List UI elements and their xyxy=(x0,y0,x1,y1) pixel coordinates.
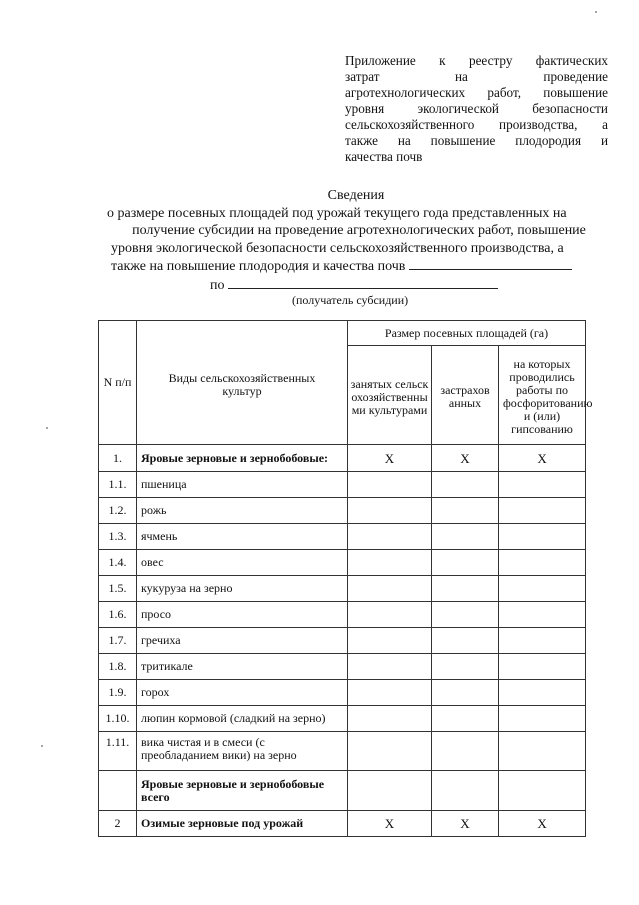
appendix-line: затрат на проведение xyxy=(345,69,608,84)
row-num: 1. xyxy=(99,445,137,472)
row-insured-cell[interactable] xyxy=(432,524,499,550)
row-crop: кукуруза на зерно xyxy=(137,576,348,602)
row-phosphorite-cell[interactable] xyxy=(499,550,586,576)
document-title: Сведения xyxy=(327,188,385,203)
row-occupied-cell[interactable] xyxy=(348,654,432,680)
table-row xyxy=(99,445,586,472)
table-row xyxy=(99,680,586,706)
row-crop: Яровые зерновые и зернобобовые: xyxy=(137,445,348,472)
appendix-line: уровня экологической безопасности xyxy=(345,101,608,116)
row-x-mark: X xyxy=(432,445,499,472)
row-occupied-cell[interactable] xyxy=(348,706,432,732)
row-crop: рожь xyxy=(137,498,348,524)
scan-speck xyxy=(595,11,597,13)
recipient-line xyxy=(210,276,498,294)
row-crop: овес xyxy=(137,550,348,576)
table-row xyxy=(99,550,586,576)
row-crop: гречиха xyxy=(137,628,348,654)
row-crop: тритикале xyxy=(137,654,348,680)
appendix-line: сельскохозяйственного производства, а xyxy=(345,117,608,132)
row-num: 1.5. xyxy=(99,576,137,602)
row-num: 1.9. xyxy=(99,680,137,706)
row-insured-cell[interactable] xyxy=(432,628,499,654)
row-insured-cell[interactable] xyxy=(432,576,499,602)
table-row xyxy=(99,524,586,550)
table-row xyxy=(99,771,586,811)
scan-speck xyxy=(41,745,43,747)
row-insured-cell[interactable] xyxy=(432,680,499,706)
appendix-line: агротехнологических работ, повышение xyxy=(345,85,608,100)
row-occupied-cell[interactable] xyxy=(348,732,432,771)
row-crop: люпин кормовой (сладкий на зерно) xyxy=(137,706,348,732)
table-row xyxy=(99,732,586,771)
header-phosphorite: на которых проводились работы по фосфоритованию и (или) гипсованию xyxy=(499,346,586,445)
row-num: 1.1. xyxy=(99,472,137,498)
table-row xyxy=(99,654,586,680)
row-crop: просо xyxy=(137,602,348,628)
row-crop: ячмень xyxy=(137,524,348,550)
recipient-underline xyxy=(228,276,498,289)
heading-line: уровня экологической безопасности сельскохозяйственного производства, а xyxy=(111,240,564,256)
table-row xyxy=(99,706,586,732)
row-num: 1.10. xyxy=(99,706,137,732)
row-phosphorite-cell[interactable] xyxy=(499,472,586,498)
appendix-block xyxy=(345,53,608,165)
heading-line: о размере посевных площадей под урожай текущего года представленных на xyxy=(107,206,567,221)
row-phosphorite-cell[interactable] xyxy=(499,628,586,654)
table-row xyxy=(99,628,586,654)
row-phosphorite-cell[interactable] xyxy=(499,524,586,550)
header-num: N п/п xyxy=(99,321,137,445)
heading-line: также на повышение плодородия и качества почв xyxy=(111,258,406,274)
row-phosphorite-cell[interactable] xyxy=(499,576,586,602)
row-insured-cell[interactable] xyxy=(432,771,499,811)
row-x-mark: X xyxy=(348,445,432,472)
row-occupied-cell[interactable] xyxy=(348,628,432,654)
row-num: 1.3. xyxy=(99,524,137,550)
table-row xyxy=(99,811,586,837)
row-occupied-cell[interactable] xyxy=(348,602,432,628)
crop-area-table xyxy=(98,320,593,837)
row-occupied-cell[interactable] xyxy=(348,576,432,602)
row-num xyxy=(99,771,137,811)
row-occupied-cell[interactable] xyxy=(348,680,432,706)
row-num: 1.6. xyxy=(99,602,137,628)
row-occupied-cell[interactable] xyxy=(348,550,432,576)
row-x-mark: X xyxy=(432,811,499,837)
row-crop: вика чистая и в смеси (с преобладанием вики) на зерно xyxy=(137,732,348,771)
row-x-mark: X xyxy=(348,811,432,837)
row-occupied-cell[interactable] xyxy=(348,524,432,550)
row-crop: горох xyxy=(137,680,348,706)
row-phosphorite-cell[interactable] xyxy=(499,706,586,732)
row-num: 1.4. xyxy=(99,550,137,576)
row-phosphorite-cell[interactable] xyxy=(499,771,586,811)
row-num: 2 xyxy=(99,811,137,837)
table-row xyxy=(99,472,586,498)
appendix-line: качества почв xyxy=(345,149,423,164)
po-label: по xyxy=(210,278,225,293)
heading-line: получение субсидии на проведение агротехнологических работ, повышение xyxy=(132,223,586,239)
row-crop: пшеница xyxy=(137,472,348,498)
row-num: 1.8. xyxy=(99,654,137,680)
appendix-line: Приложение к реестру фактических xyxy=(345,53,608,68)
row-phosphorite-cell[interactable] xyxy=(499,654,586,680)
row-occupied-cell[interactable] xyxy=(348,472,432,498)
row-insured-cell[interactable] xyxy=(432,498,499,524)
header-crop: Виды сельскохозяйственных культур xyxy=(137,321,348,445)
row-crop: Яровые зерновые и зернобобовые всего xyxy=(137,771,348,811)
heading-line-4 xyxy=(111,257,611,275)
header-area: Размер посевных площадей (га) xyxy=(348,321,586,346)
row-num: 1.7. xyxy=(99,628,137,654)
row-phosphorite-cell[interactable] xyxy=(499,732,586,771)
row-occupied-cell[interactable] xyxy=(348,771,432,811)
row-insured-cell[interactable] xyxy=(432,732,499,771)
row-phosphorite-cell[interactable] xyxy=(499,498,586,524)
document-heading xyxy=(107,205,611,275)
row-insured-cell[interactable] xyxy=(432,550,499,576)
row-insured-cell[interactable] xyxy=(432,472,499,498)
row-num: 1.11. xyxy=(99,732,137,771)
scan-speck xyxy=(46,427,48,429)
row-occupied-cell[interactable] xyxy=(348,498,432,524)
appendix-line: также на повышение плодородия и xyxy=(345,133,608,148)
row-insured-cell[interactable] xyxy=(432,706,499,732)
table-header-row xyxy=(99,321,586,346)
row-insured-cell[interactable] xyxy=(432,654,499,680)
header-insured: застрахованных xyxy=(432,346,499,445)
row-crop: Озимые зерновые под урожай xyxy=(137,811,348,837)
table-row xyxy=(99,602,586,628)
table-row xyxy=(99,498,586,524)
blank-underline xyxy=(409,257,572,270)
table-row xyxy=(99,576,586,602)
recipient-caption: (получатель субсидии) xyxy=(292,293,409,307)
row-x-mark: X xyxy=(499,445,586,472)
row-insured-cell[interactable] xyxy=(432,602,499,628)
row-phosphorite-cell[interactable] xyxy=(499,602,586,628)
row-x-mark: X xyxy=(499,811,586,837)
row-num: 1.2. xyxy=(99,498,137,524)
row-phosphorite-cell[interactable] xyxy=(499,680,586,706)
header-occupied: занятых сельскохозяйственными культурами xyxy=(348,346,432,445)
